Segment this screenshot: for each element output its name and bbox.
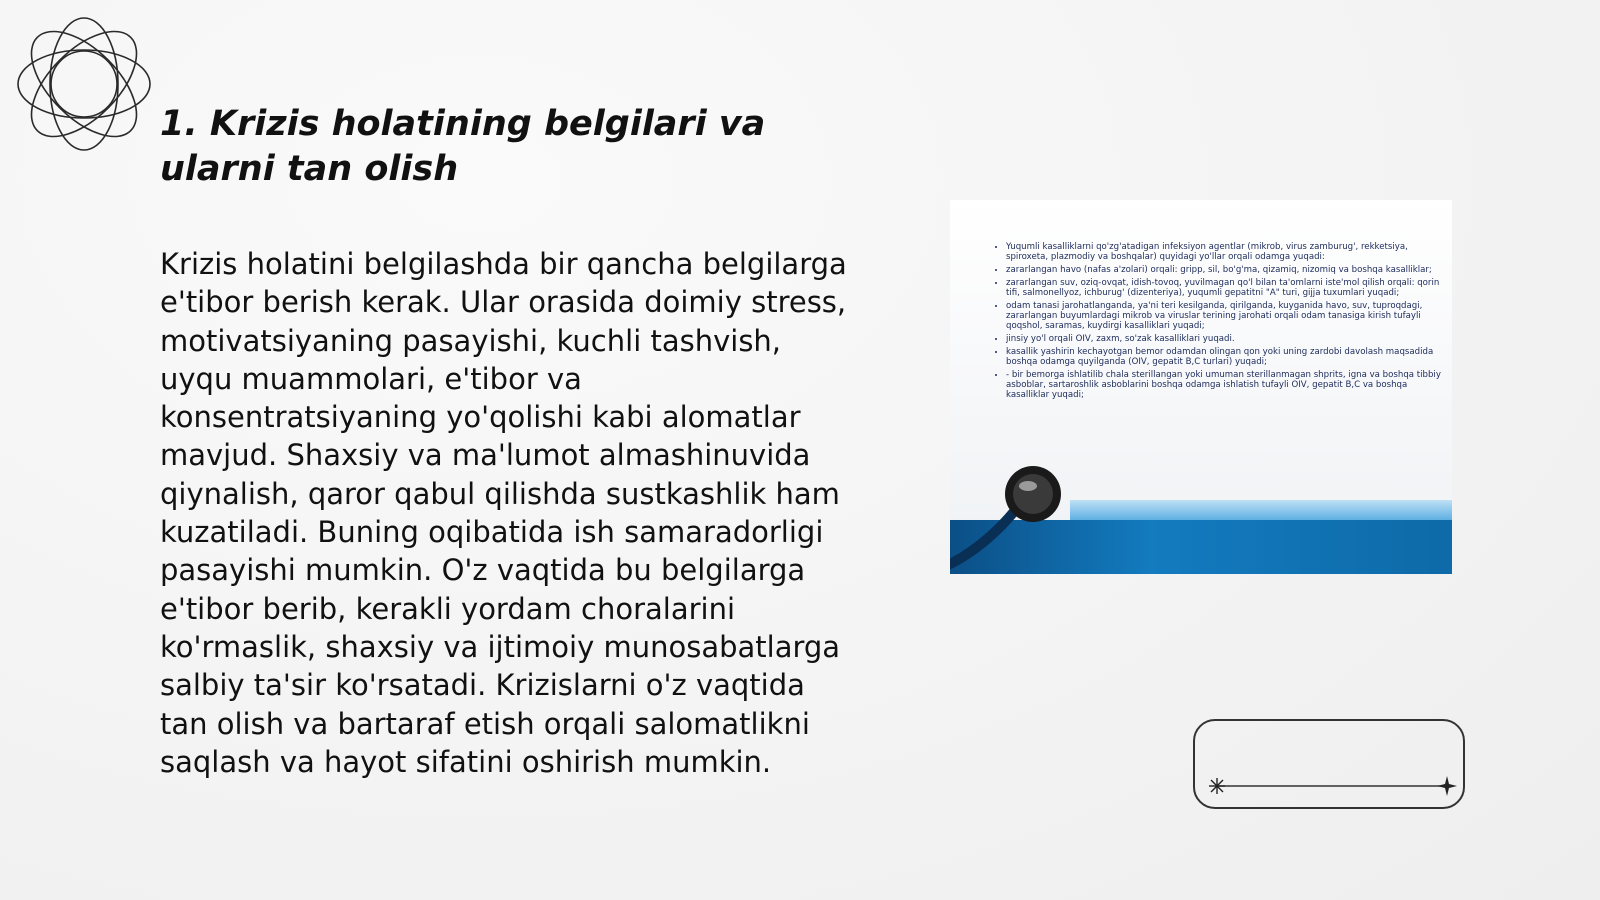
stethoscope-icon — [950, 464, 1080, 574]
sparkle-burst-icon — [1209, 778, 1225, 794]
embedded-slide-bullet: • - bir bemorga ishlatilib chala sterillangan yoki umuman sterillanmagan shprits, igna va boshqa tibbiy asboblar, sartaroshlik asboblarini boshqa odamga ishlatish tufayli OIV, gepatit B,C va boshqa kasalliklar yuqadi; — [1006, 370, 1444, 400]
embedded-slide-bullet: • odam tanasi jarohatlanganda, ya'ni teri kesilganda, qirilganda, kuyganida havo, suv, tuproqdagi, zararlangan buyumlardagi mikrob va viruslar terining jarohati orqali odam tanasiga kirish tufayli qoqshol, saramas, kuydirgi kasalliklari yuqadi; — [1006, 301, 1444, 331]
embedded-slide-bullet: • Yuqumli kasalliklarni qo'zg'atadigan infeksiyon agentlar (mikrob, virus zamburug', rekketsiya, spiroxeta, plazmodiy va boshqalar) quyidagi yo'llar orqali odamga yuqadi: — [1006, 242, 1444, 262]
embedded-slide-bullet: • kasallik yashirin kechayotgan bemor odamdan olingan qon yoki uning zardobi davolash maqsadida boshqa odamga quyilganda (OIV, gepatit B,C turlari) yuqadi; — [1006, 347, 1444, 367]
decorative-frame — [1193, 719, 1465, 809]
embedded-slide-light-band — [1070, 500, 1452, 520]
embedded-slide-bullet: • zararlangan suv, oziq-ovqat, idish-tovoq, yuvilmagan qo'l bilan ta'omlarni iste'mol qilish orqali: qorin tifi, salmonellyoz, ichburug' (dizenteriya), yuqumli gepatitni "A" turi, gijja tuxumlari yuqadi; — [1006, 278, 1444, 298]
slide-title: 1. Krizis holatining belgilari va ularni tan olish — [160, 104, 766, 189]
interlaced-rings-ornament-icon — [10, 10, 158, 158]
embedded-slide-image — [950, 200, 1452, 574]
embedded-slide-bullet: • zararlangan havo (nafas a'zolari) orqali: gripp, sil, bo'g'ma, qizamiq, nizomiq va boshqa kasalliklar; — [1006, 265, 1444, 275]
four-point-star-icon — [1437, 776, 1457, 796]
embedded-slide-bullet-list — [990, 242, 1444, 403]
frame-divider — [1207, 776, 1457, 796]
slide-body-text: Krizis holatini belgilashda bir qancha belgilarga e'tibor berish kerak. Ular orasida doimiy stress, motivatsiyaning pasayishi, kuchli tashvish, uyqu muammolari, e'tibor va konsentratsiyaning yo'qolishi kabi alomatlar mavjud. Shaxsiy va ma'lumot almashinuvida qiynalish, qaror qabul qilishda sustkashlik ham kuzatiladi. Buning oqibatida ish samaradorligi pasayishi mumkin. O'z vaqtida bu belgilarga e'tibor berib, kerakli yordam choralarini ko'rmaslik, shaxsiy va ijtimoiy munosabatlarga salbiy ta'sir ko'rsatadi. Krizislarni o'z vaqtida tan olish va bartaraf etish orqali salomatlikni saqlash va hayot sifatini oshirish mumkin. — [160, 247, 847, 779]
embedded-slide-bullet: • jinsiy yo'l orqali OIV, zaxm, so'zak kasalliklari yuqadi. — [1006, 334, 1444, 344]
